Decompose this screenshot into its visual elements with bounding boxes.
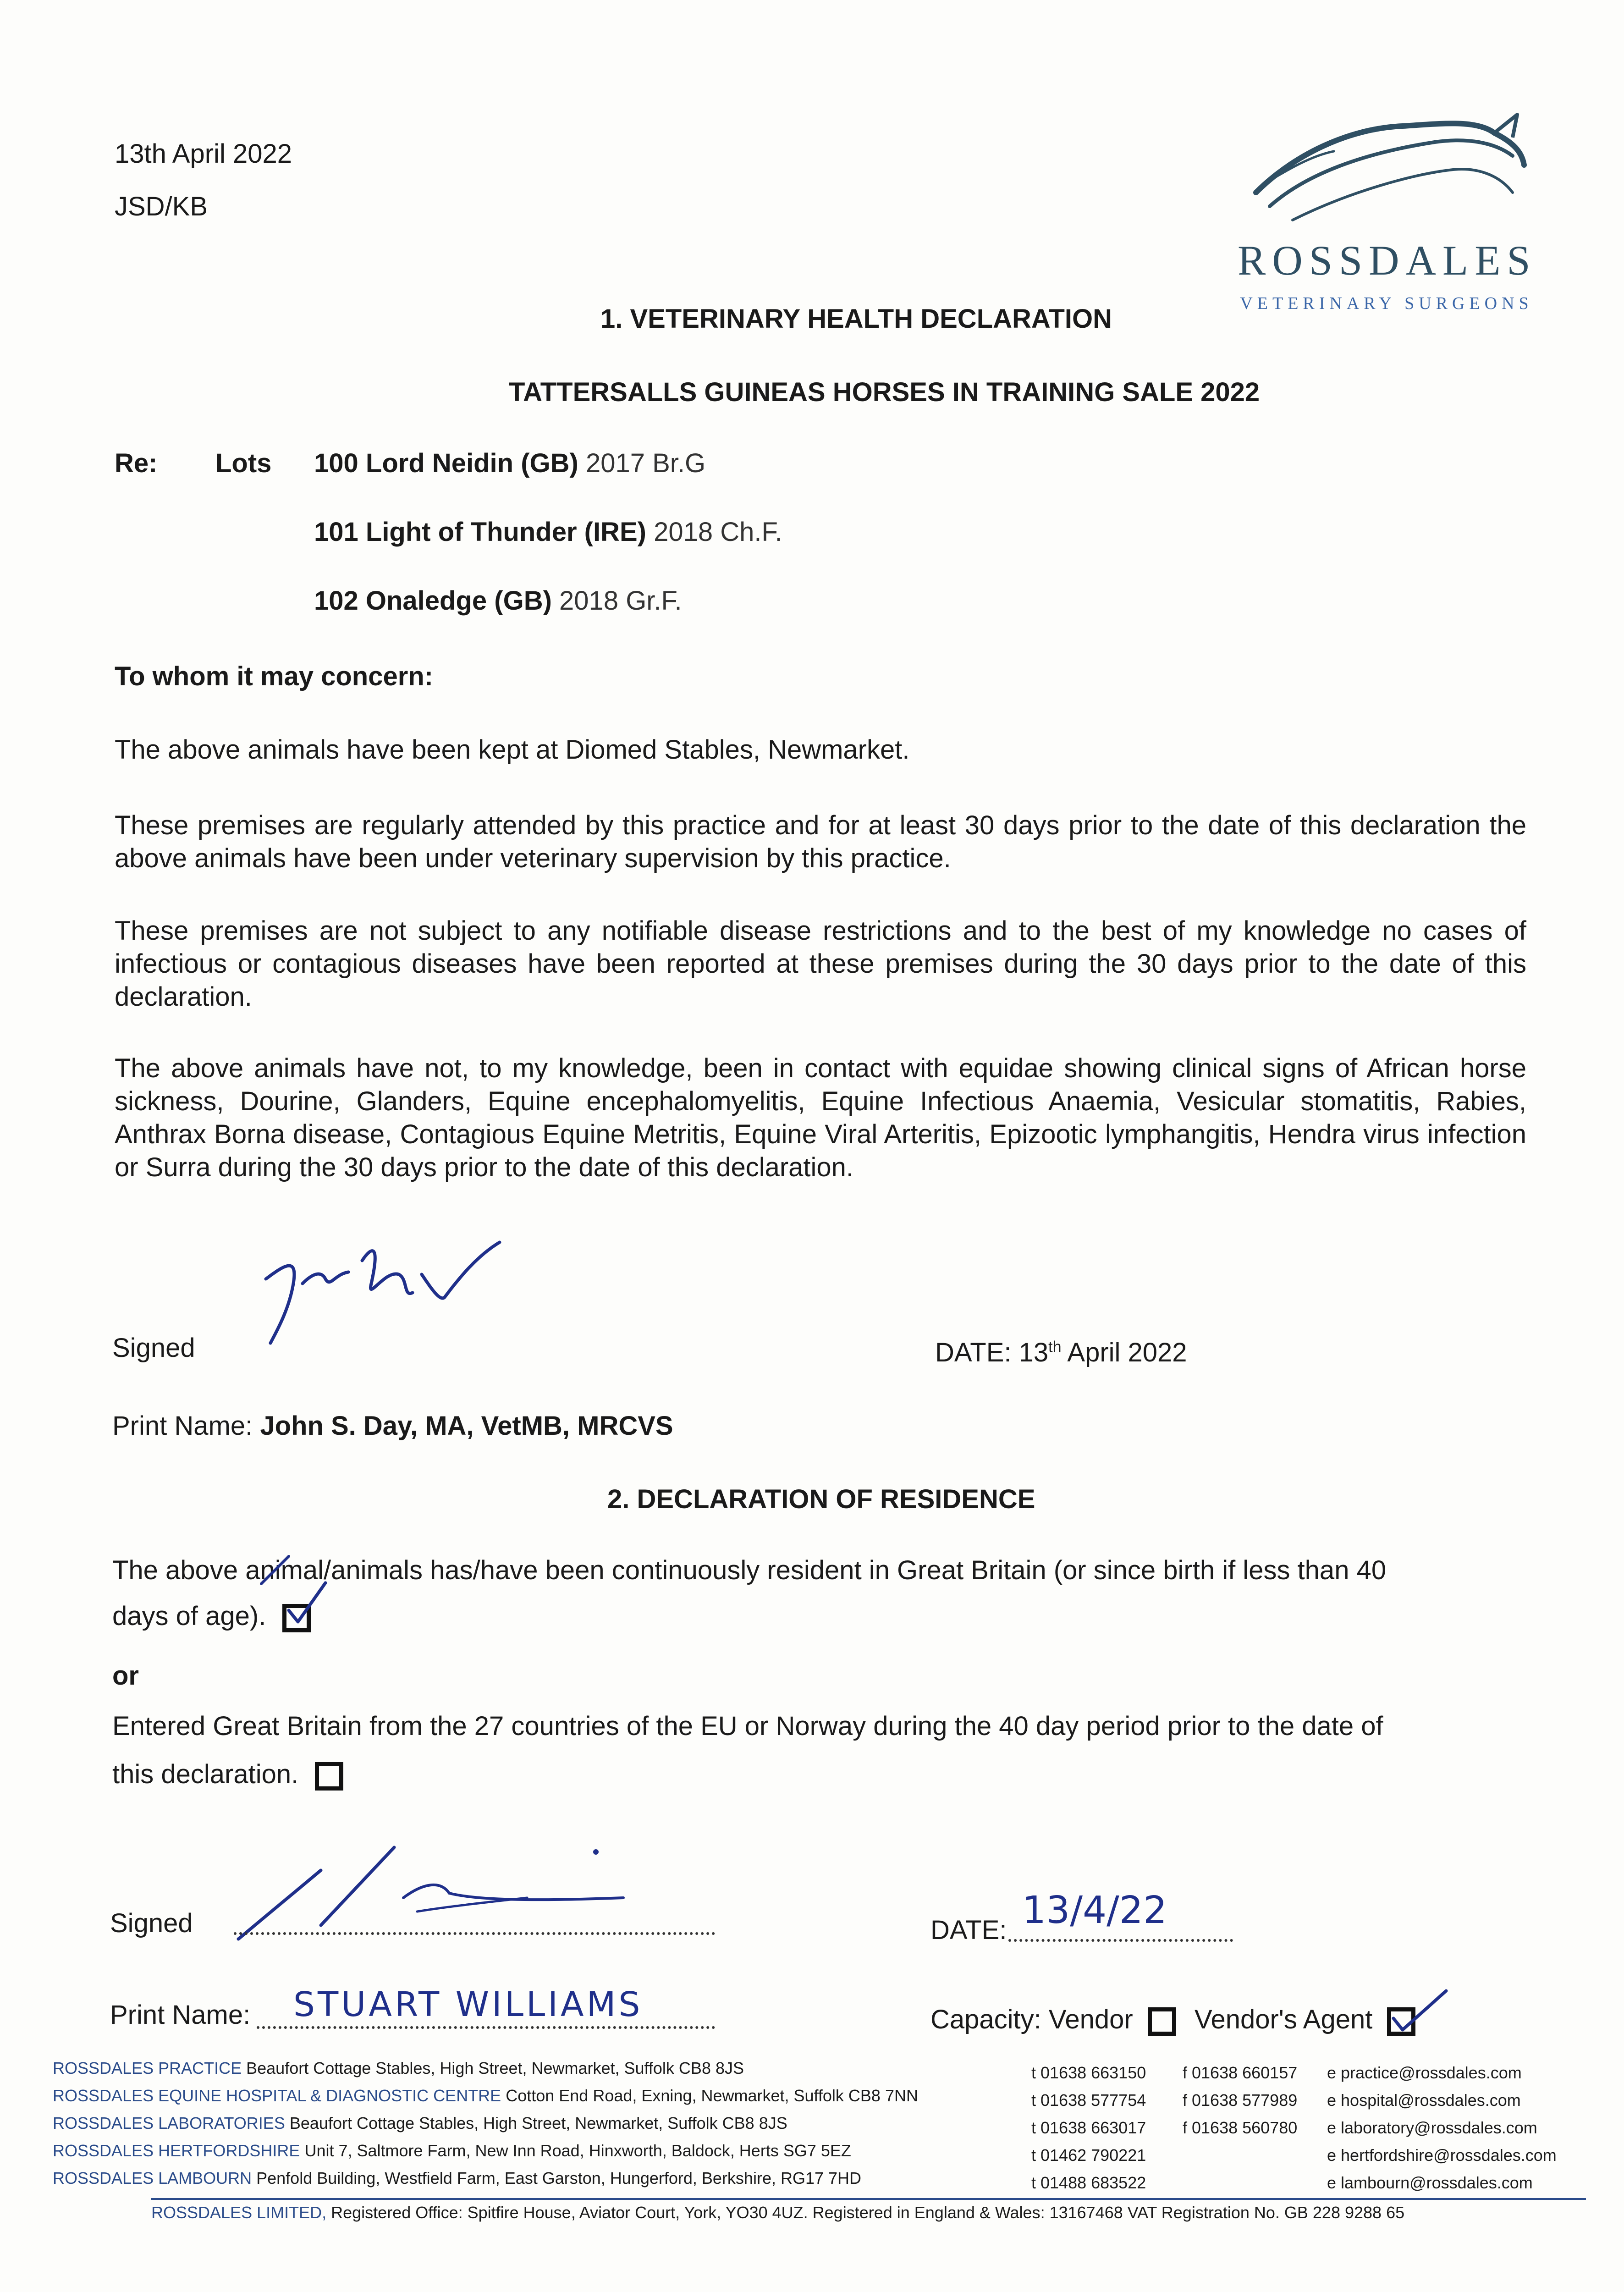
office-email: e hertfordshire@rossdales.com xyxy=(1327,2146,1557,2165)
checkmark-icon xyxy=(284,1583,325,1633)
lot-meta: 2018 Ch.F. xyxy=(654,517,782,547)
print-name-value: John S. Day, MA, VetMB, MRCVS xyxy=(260,1411,673,1441)
residence-option-1-text: days of age). xyxy=(112,1601,266,1631)
print-name-label-2: Print Name: xyxy=(110,2000,251,2030)
strike-mark-icon xyxy=(257,1554,293,1586)
lot-item xyxy=(314,447,705,480)
lot-name: 100 Lord Neidin (GB) xyxy=(314,448,578,478)
office-fax: f 01638 577989 xyxy=(1183,2091,1298,2110)
vendors-agent-checkbox[interactable] xyxy=(1387,2007,1415,2036)
footer-office-row xyxy=(53,2058,744,2078)
re-label: Re: xyxy=(115,448,158,478)
signature-line-2 xyxy=(234,1932,715,1935)
section1-subtitle: TATTERSALLS GUINEAS HORSES IN TRAINING SALE 2022 xyxy=(509,377,1260,407)
footer-office-row xyxy=(53,2141,851,2160)
letter-date: 13th April 2022 xyxy=(115,139,292,169)
office-name: ROSSDALES LABORATORIES xyxy=(53,2114,285,2132)
office-address: Beaufort Cottage Stables, High Street, Newmarket, Suffolk CB8 8JS xyxy=(289,2114,787,2132)
office-email: e laboratory@rossdales.com xyxy=(1327,2118,1537,2137)
office-address: Penfold Building, Westfield Farm, East Garston, Hungerford, Berkshire, RG17 7HD xyxy=(256,2169,862,2187)
lot-meta: 2017 Br.G xyxy=(585,448,706,478)
office-fax: f 01638 560780 xyxy=(1183,2118,1298,2137)
residence-gb-checkbox[interactable] xyxy=(282,1604,311,1632)
residence-option-2-line2 xyxy=(112,1758,343,1791)
letter-reference: JSD/KB xyxy=(115,192,208,221)
office-address: Unit 7, Saltmore Farm, New Inn Road, Hinxworth, Baldock, Herts SG7 5EZ xyxy=(304,2141,851,2160)
date-rest: April 2022 xyxy=(1061,1338,1187,1367)
handwritten-date: 13/4/22 xyxy=(1022,1889,1167,1932)
horse-logo-icon xyxy=(1238,101,1536,238)
footer-divider xyxy=(151,2198,1586,2200)
office-address: Cotton End Road, Exning, Newmarket, Suffolk CB8 7NN xyxy=(506,2086,918,2105)
handwritten-print-name: STUART WILLIAMS xyxy=(293,1985,643,2024)
paragraph-premises: The above animals have been kept at Diomed Stables, Newmarket. xyxy=(115,735,910,765)
rossdales-logo xyxy=(1238,101,1536,330)
date-suffix: th xyxy=(1048,1338,1062,1356)
residence-option-2-line1: Entered Great Britain from the 27 countries of the EU or Norway during the 40 day period prior to the date of xyxy=(112,1711,1383,1741)
residence-option-2-text: this declaration. xyxy=(112,1759,299,1789)
office-tel: t 01488 683522 xyxy=(1031,2173,1146,2192)
print-name-line-2 xyxy=(257,2026,715,2029)
paragraph-supervision: These premises are regularly attended by this practice and for at least 30 days prior to the date of this declaration the above animals have been under veterinary supervision by this practice. xyxy=(115,810,1526,873)
office-fax: f 01638 660157 xyxy=(1183,2063,1298,2082)
office-tel: t 01638 577754 xyxy=(1031,2091,1146,2110)
declaration-date-1 xyxy=(935,1336,1187,1370)
capacity-row xyxy=(930,2003,1415,2037)
paragraph-diseases: The above animals have not, to my knowledge, been in contact with equidae showing clinical signs of African horse sickness, Dourine, Glanders, Equine encephalomyelitis, Equine Infectious Anaemia, Vesicular stomatitis, Rabies, Anthrax Borna disease, Contagious Equine Metritis, Equine Viral Arteritis, Epizootic lymphangitis, Hendra virus infection or Surra during the 30 days prior to the date of this declaration. xyxy=(115,1053,1526,1182)
office-address: Beaufort Cottage Stables, High Street, Newmarket, Suffolk CB8 8JS xyxy=(246,2059,744,2077)
residence-option-1-line1: The above animal/animals has/have been continuously resident in Great Britain (or since birth if less than 40 xyxy=(112,1555,1387,1585)
vendor-checkbox[interactable] xyxy=(1148,2007,1176,2036)
date-label: DATE: 13 xyxy=(935,1338,1049,1367)
logo-name: ROSSDALES xyxy=(1238,237,1537,284)
office-name: ROSSDALES EQUINE HOSPITAL & DIAGNOSTIC CENTRE xyxy=(53,2086,501,2105)
office-name: ROSSDALES LAMBOURN xyxy=(53,2169,252,2187)
signed-label-1: Signed xyxy=(112,1333,195,1363)
section1-title: 1. VETERINARY HEALTH DECLARATION xyxy=(600,304,1112,334)
office-email: e practice@rossdales.com xyxy=(1327,2063,1522,2082)
footer-office-row xyxy=(53,2168,861,2188)
capacity-label: Capacity: Vendor xyxy=(930,2005,1133,2034)
vet-signature-icon xyxy=(257,1229,513,1348)
office-email: e hospital@rossdales.com xyxy=(1327,2091,1521,2110)
office-name: ROSSDALES HERTFORDSHIRE xyxy=(53,2141,300,2160)
print-name-label: Print Name: xyxy=(112,1411,253,1441)
footer-office-row xyxy=(53,2113,787,2133)
lot-item xyxy=(314,584,682,618)
or-label: or xyxy=(112,1661,139,1691)
lot-name: 101 Light of Thunder (IRE) xyxy=(314,517,646,547)
date-line-2 xyxy=(1008,1939,1233,1942)
salutation: To whom it may concern: xyxy=(115,661,434,691)
lots-label: Lots xyxy=(215,448,272,478)
footer-office-row xyxy=(53,2086,918,2105)
residence-eu-checkbox[interactable] xyxy=(315,1762,343,1791)
vendors-agent-label: Vendor's Agent xyxy=(1194,2005,1373,2034)
section2-title: 2. DECLARATION OF RESIDENCE xyxy=(607,1484,1035,1514)
lot-meta: 2018 Gr.F. xyxy=(559,586,682,616)
date-label-2: DATE: xyxy=(930,1915,1007,1945)
company-registration: Registered Office: Spitfire House, Aviator Court, York, YO30 4UZ. Registered in England & Wales: 13167468 VAT Registration No. GB 228 9288 65 xyxy=(331,2203,1405,2222)
office-name: ROSSDALES PRACTICE xyxy=(53,2059,242,2077)
paragraph-restrictions: These premises are not subject to any notifiable disease restrictions and to the best of my knowledge no cases of infectious or contagious diseases have been reported at these premises during the 30 days prior to the date of this declaration. xyxy=(115,916,1526,1012)
residence-option-1-line2 xyxy=(112,1600,311,1633)
company-name: ROSSDALES LIMITED, xyxy=(151,2203,327,2222)
office-tel: t 01462 790221 xyxy=(1031,2146,1146,2165)
print-name-1 xyxy=(112,1410,673,1443)
vendor-signature-icon xyxy=(229,1834,642,1944)
lot-item xyxy=(314,516,782,549)
office-tel: t 01638 663017 xyxy=(1031,2118,1146,2137)
office-tel: t 01638 663150 xyxy=(1031,2063,1146,2082)
office-email: e lambourn@rossdales.com xyxy=(1327,2173,1533,2192)
signed-label-2: Signed xyxy=(110,1908,193,1938)
checkmark-icon xyxy=(1389,1991,1448,2037)
lot-name: 102 Onaledge (GB) xyxy=(314,586,552,616)
company-info xyxy=(151,2203,1404,2222)
logo-tagline: VETERINARY SURGEONS xyxy=(1240,294,1533,313)
